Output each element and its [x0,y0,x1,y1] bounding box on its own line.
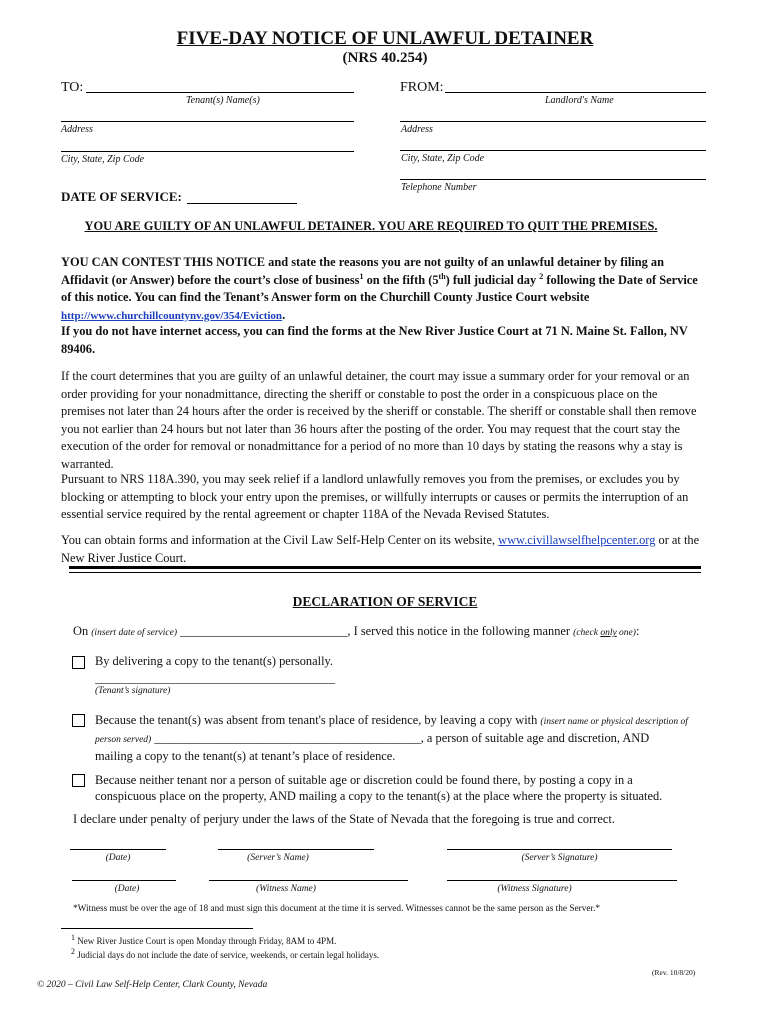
copyright-footer: © 2020 – Civil Law Self-Help Center, Clark County, Nevada [37,980,268,990]
section-divider-thin [69,572,701,573]
perjury-statement: I declare under penalty of perjury under the laws of the State of Nevada that the foregoing is true and correct. [73,812,615,826]
server-signature-caption: (Server’s Signature) [521,853,598,863]
option-personal-delivery-label: By delivering a copy to the tenant(s) personally. [95,654,333,668]
option-posting-label: Because neither tenant nor a person of suitable age or discretion could be found there, by posting a copy in a conspicuous place on the property, AND mailing a copy to the tenant(s) at the place where the property is situated. [95,773,663,803]
to-label: TO: [61,80,84,95]
date-of-service-field[interactable] [187,203,297,204]
option-substitute-service-label: Because the tenant(s) was absent from tenant's place of residence, by leaving a copy with (insert name or physical description of person served) ___________________________________________, a person of suitable age and discretion, AND mailing a copy to the tenant(s) at tenant’s place of residence. [95,713,688,763]
date-of-service-label: DATE OF SERVICE: [61,189,182,204]
landlord-city-field[interactable] [400,150,706,151]
date-line-1[interactable] [70,849,166,850]
witness-name-line[interactable] [209,880,408,881]
pursuant-paragraph: Pursuant to NRS 118A.390, you may seek relief if a landlord unlawfully removes you from the premises, or excludes you by blocking or attempting to block your entry upon the premises, or willfully interrupts or causes or permits the interruption of an essential service required by the rental agreement or chapter 118A of the Nevada Revised Statutes. [61,472,689,521]
tenant-address-caption: Address [61,124,93,135]
tenant-address-field[interactable] [61,121,354,122]
obtain-forms-paragraph: You can obtain forms and information at the Civil Law Self-Help Center on its website, www.civillawselfhelpcenter.org or at the New River Justice Court. [61,533,700,565]
contest-paragraph: YOU CAN CONTEST THIS NOTICE and state the reasons you are not guilty of an unlawful detainer by filing an Affidavit (or Answer) before the court’s close of business$^1$ on the fifth (5th) full judicial day $^2$ following the Date of Service of this notice. You can find the Tenant’s Answer form on the Churchill County Justice Court website http://www.churchillcountynv.gov/354/Eviction. [61,255,698,322]
person-served-blank[interactable]: ___________________________________________ [154,731,421,745]
self-help-center-link[interactable]: www.civillawselfhelpcenter.org [498,533,656,547]
landlord-address-field[interactable] [400,121,706,122]
served-on-line: On (insert date of service) ___________________________, I served this notice in the following manner (check only one): [73,624,640,638]
from-label: FROM: [400,80,444,95]
revision-date: (Rev. 10/8/20) [652,968,696,977]
landlord-address-caption: Address [401,124,433,135]
declaration-heading: DECLARATION OF SERVICE [292,594,478,609]
option-personal-delivery-checkbox[interactable] [72,656,85,669]
landlord-city-caption: City, State, Zip Code [401,153,485,164]
footnote-2: $^2$ Judicial days do not include the date of service, weekends, or certain legal holidays. [71,947,380,960]
option-posting-checkbox[interactable] [72,774,85,787]
option-substitute-service-checkbox[interactable] [72,714,85,727]
landlord-phone-caption: Telephone Number [401,182,477,193]
landlord-name-field[interactable] [445,92,706,93]
footnote-1: $^1$ New River Justice Court is open Monday through Friday, 8AM to 4PM. [71,933,337,946]
server-name-line[interactable] [218,849,374,850]
tenant-name-caption: Tenant(s) Name(s) [186,95,260,106]
server-signature-line[interactable] [447,849,672,850]
eviction-form-link[interactable]: http://www.churchillcountynv.gov/354/Eviction [61,309,283,322]
tenant-name-field[interactable] [86,92,354,93]
server-name-caption: (Server’s Name) [247,853,309,863]
landlord-name-caption: Landlord's Name [545,95,614,106]
tenant-city-field[interactable] [61,151,354,152]
date-caption-1: (Date) [105,853,131,863]
document-subtitle: (NRS 40.254) [342,50,428,66]
footnote-divider [61,928,253,929]
tenant-city-caption: City, State, Zip Code [61,154,145,165]
no-internet-paragraph: If you do not have internet access, you can find the forms at the New River Justice Court at 71 N. Maine St. Fallon, NV 89406. [61,324,688,356]
tenant-signature-blank[interactable]: ________________________________________ [95,671,335,685]
landlord-phone-field[interactable] [400,179,706,180]
document-title: FIVE-DAY NOTICE OF UNLAWFUL DETAINER [176,28,594,49]
witness-name-caption: (Witness Name) [256,884,316,894]
witness-signature-caption: (Witness Signature) [497,884,572,894]
date-caption-2: (Date) [114,884,140,894]
witness-signature-line[interactable] [447,880,677,881]
court-determines-paragraph: If the court determines that you are guilty of an unlawful detainer, the court may issue a summary order for your removal or an order providing for your nonadmittance, directing the sheriff or constable to post the order in a conspicuous place on the premises not later than 24 hours after the order is received by the sheriff or constable. The sheriff or constable shall then remove you not earlier than 24 hours but not later than 36 hours after the posting of the order. You may request that the court stay the execution of the order for removal or nonadmittance for a period of no more than 10 days by stating the reasons why a stay is warranted. [61,369,697,471]
guilty-headline: YOU ARE GUILTY OF AN UNLAWFUL DETAINER. YOU ARE REQUIRED TO QUIT THE PREMISES. [84,219,658,233]
date-line-2[interactable] [72,880,176,881]
tenant-signature-caption: (Tenant’s signature) [95,686,171,696]
witness-note: *Witness must be over the age of 18 and must sign this document at the time it is served. Witnesses cannot be the same person as the Server.* [73,904,601,914]
service-date-blank[interactable]: ___________________________ [180,624,348,638]
